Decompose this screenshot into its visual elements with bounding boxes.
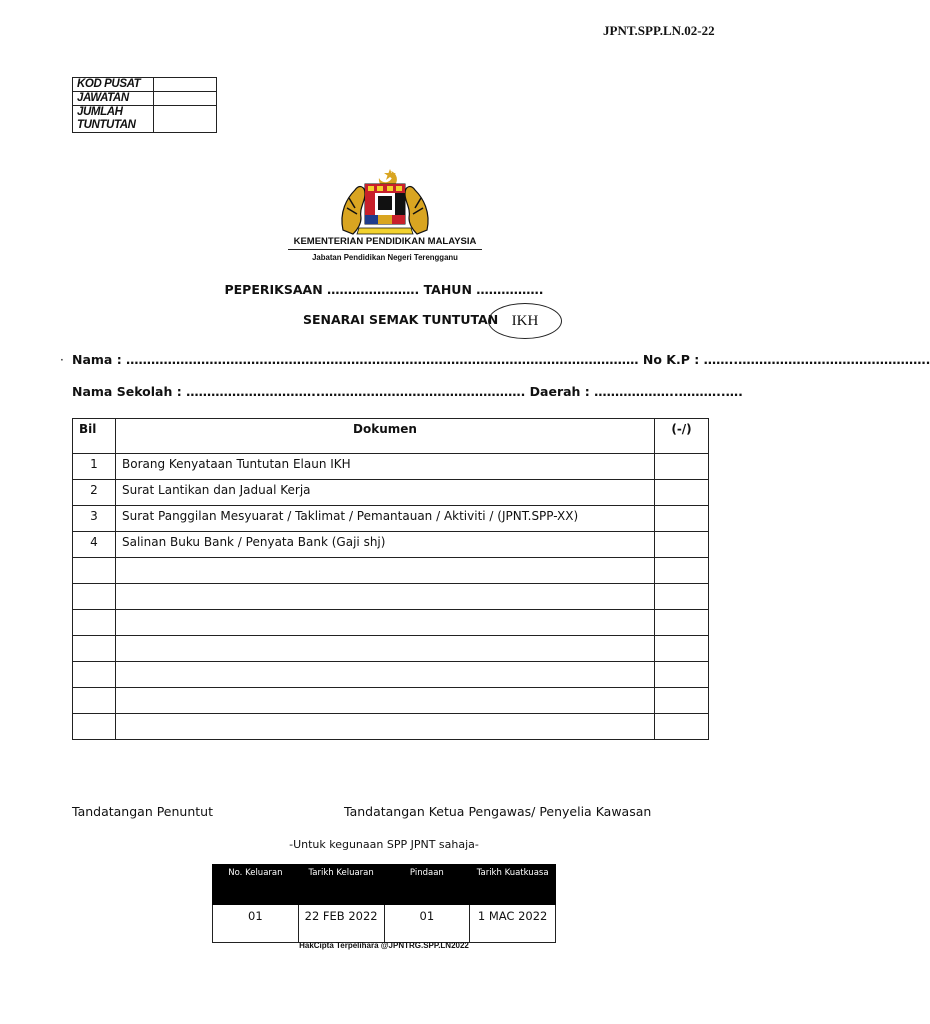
check-cell[interactable] bbox=[655, 636, 709, 662]
dokumen-cell bbox=[116, 636, 655, 662]
nama-nokp-field-line[interactable]: Nama : …………………………………………………………………………………………………………… No K.P : ……..………………………………………. bbox=[72, 352, 930, 367]
sekolah-daerah-field-line[interactable]: Nama Sekolah : …………………………..…………………………………………. Daerah : ………………..………..…. bbox=[72, 384, 743, 399]
dokumen-cell bbox=[116, 714, 655, 740]
check-cell[interactable] bbox=[655, 662, 709, 688]
pindaan-header: Pindaan bbox=[384, 865, 470, 905]
bil-header: Bil bbox=[73, 419, 116, 454]
bil-cell bbox=[73, 636, 116, 662]
check-cell[interactable] bbox=[655, 714, 709, 740]
no-keluaran-value: 01 bbox=[213, 905, 299, 943]
kod-pusat-field[interactable] bbox=[154, 78, 217, 92]
bil-cell bbox=[73, 610, 116, 636]
department-name: Jabatan Pendidikan Negeri Terengganu bbox=[312, 253, 458, 262]
tarikh-keluaran-value: 22 FEB 2022 bbox=[298, 905, 384, 943]
dokumen-cell bbox=[116, 688, 655, 714]
check-cell[interactable] bbox=[655, 558, 709, 584]
check-cell[interactable] bbox=[655, 480, 709, 506]
check-cell[interactable] bbox=[655, 584, 709, 610]
table-row bbox=[73, 610, 709, 636]
bil-cell bbox=[73, 558, 116, 584]
check-cell[interactable] bbox=[655, 454, 709, 480]
dokumen-cell: Salinan Buku Bank / Penyata Bank (Gaji shj) bbox=[116, 532, 655, 558]
dokumen-cell bbox=[116, 662, 655, 688]
table-row bbox=[73, 480, 709, 506]
bil-cell: 1 bbox=[73, 454, 116, 480]
dokumen-cell: Surat Panggilan Mesyuarat / Taklimat / Pemantauan / Aktiviti / (JPNT.SPP-XX) bbox=[116, 506, 655, 532]
no-keluaran-header: No. Keluaran bbox=[213, 865, 299, 905]
document-checklist-table bbox=[72, 418, 709, 740]
bil-cell: 4 bbox=[73, 532, 116, 558]
checklist-title: SENARAI SEMAK TUNTUTAN bbox=[303, 312, 499, 327]
tarikh-kuatkuasa-value: 1 MAC 2022 bbox=[470, 905, 556, 943]
check-cell[interactable] bbox=[655, 532, 709, 558]
check-cell[interactable] bbox=[655, 506, 709, 532]
meta-box bbox=[72, 77, 217, 133]
document-control-table bbox=[212, 864, 556, 943]
check-cell[interactable] bbox=[655, 688, 709, 714]
table-row bbox=[73, 454, 709, 480]
check-header: (-/) bbox=[655, 419, 709, 454]
jawatan-label: JAWATAN bbox=[73, 92, 154, 106]
check-cell[interactable] bbox=[655, 610, 709, 636]
bullet-mark: · bbox=[60, 353, 64, 367]
tarikh-keluaran-header: Tarikh Keluaran bbox=[298, 865, 384, 905]
dokumen-header: Dokumen bbox=[116, 419, 655, 454]
bil-cell bbox=[73, 688, 116, 714]
table-row bbox=[73, 688, 709, 714]
table-row bbox=[73, 506, 709, 532]
supervisor-signature-label: Tandatangan Ketua Pengawas/ Penyelia Kawasan bbox=[344, 804, 652, 819]
jumlah-tuntutan-field[interactable] bbox=[154, 106, 217, 133]
bil-cell bbox=[73, 714, 116, 740]
copyright-footer: HakCipta Terpelihara @JPNTRG.SPP.LN2022 bbox=[299, 941, 469, 950]
table-row bbox=[73, 558, 709, 584]
exam-year-line: PEPERIKSAAN …………………. TAHUN ……………. bbox=[224, 282, 544, 297]
dokumen-cell: Surat Lantikan dan Jadual Kerja bbox=[116, 480, 655, 506]
bil-cell bbox=[73, 584, 116, 610]
bil-cell: 3 bbox=[73, 506, 116, 532]
office-use-note: -Untuk kegunaan SPP JPNT sahaja- bbox=[289, 838, 479, 851]
dokumen-cell bbox=[116, 610, 655, 636]
claimant-signature-label: Tandatangan Penuntut bbox=[72, 804, 213, 819]
kod-pusat-label: KOD PUSAT bbox=[73, 78, 154, 92]
malaysia-coat-of-arms-logo bbox=[335, 168, 435, 238]
table-row bbox=[73, 636, 709, 662]
table-row bbox=[73, 662, 709, 688]
pindaan-value: 01 bbox=[384, 905, 470, 943]
dokumen-cell: Borang Kenyataan Tuntutan Elaun IKH bbox=[116, 454, 655, 480]
table-row bbox=[73, 584, 709, 610]
table-row bbox=[73, 532, 709, 558]
dokumen-cell bbox=[116, 558, 655, 584]
ministry-name: KEMENTERIAN PENDIDIKAN MALAYSIA bbox=[288, 236, 482, 250]
jawatan-field[interactable] bbox=[154, 92, 217, 106]
bil-cell: 2 bbox=[73, 480, 116, 506]
dokumen-cell bbox=[116, 584, 655, 610]
tarikh-kuatkuasa-header: Tarikh Kuatkuasa bbox=[470, 865, 556, 905]
jumlah-tuntutan-label: JUMLAH TUNTUTAN bbox=[73, 106, 154, 133]
claim-type-badge: IKH bbox=[488, 303, 562, 339]
table-row bbox=[73, 714, 709, 740]
document-reference: JPNT.SPP.LN.02-22 bbox=[603, 23, 715, 38]
bil-cell bbox=[73, 662, 116, 688]
